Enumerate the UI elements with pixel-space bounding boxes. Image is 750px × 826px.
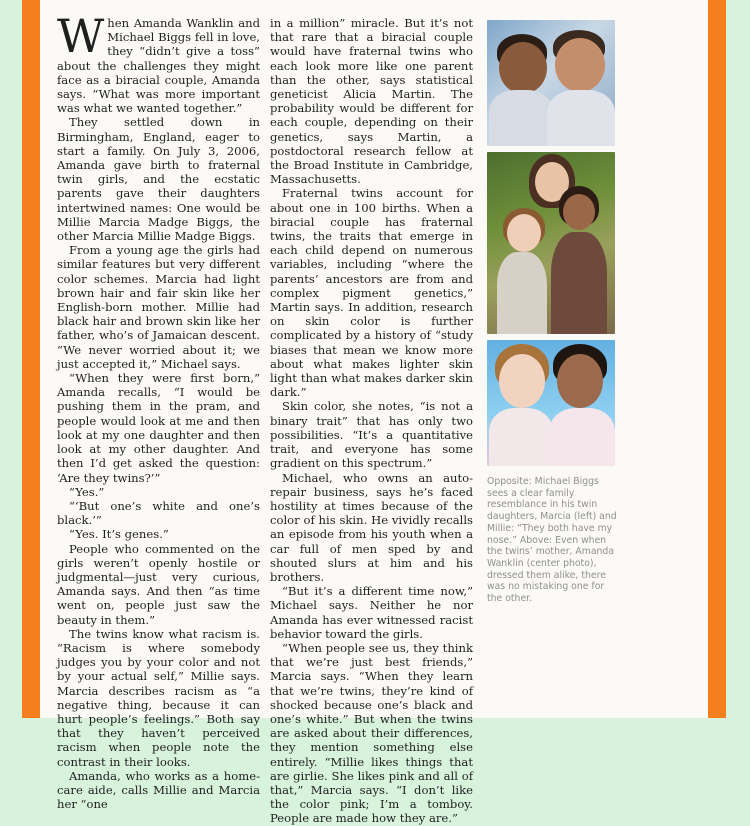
paragraph: “Yes. It’s genes.” [69, 527, 169, 542]
baby-face [555, 38, 605, 92]
left-orange-border [22, 0, 40, 718]
photo-twins-smiling [487, 340, 615, 466]
paragraph: “Yes.” [69, 484, 105, 499]
paragraph: “‘But one’s white and one’s black.’” [57, 498, 260, 528]
paragraph: Amanda, who works as a home-care aide, calls Millie and Marcia her “one [57, 768, 260, 812]
article-column-1 [57, 9, 260, 812]
child-face [557, 354, 603, 408]
child-face [499, 354, 545, 408]
right-orange-border [708, 0, 726, 718]
paragraph: They settled down in Birmingham, England, eager to start a family. On July 3, 2006, Amanda gave birth to fraternal twin girls, and the ecstatic parents gave their daughters intertwined names: One would be Millie Marcia Madge Biggs, the other Marcia Millie Madge Biggs. [57, 115, 260, 244]
lead-paragraph: When Amanda Wanklin and Michael Biggs fell in love, they “didn’t give a toss” about the challenges they might face as a biracial couple, Amanda says. “What was more important was what we wanted together.” [57, 9, 260, 116]
paragraph: From a young age the girls had similar features but very different color schemes. Marcia had light brown hair and fair skin like her English-born mother. Millie had black hair and brown skin like her father, who’s of Jamaican descent. “We never worried about it; we just accepted it,” Michael says. [57, 243, 260, 371]
paragraph: in a million” miracle. But it’s not that rare that a biracial couple would have fraternal twins who each look more like one parent than the other, says statistical geneticist Alicia Martin. The probability would be different for each couple, depending on their genetics, says Martin, a postdoctoral research fellow at the Broad Institute in Cambridge, Massachusetts. [270, 16, 473, 187]
paragraph: The twins know what racism is. “Racism is where somebody judges you by your color and not by your actual self,” Millie says. Marcia describes racism as “a negative thing, because it can hurt people’s feelings.” Both say that they haven’t perceived racism when people note the contrast in their looks. [57, 626, 260, 769]
photo-twin-babies [487, 20, 615, 146]
paragraph: “But it’s a different time now,” Michael says. Neither he nor Amanda has ever witnessed racist behavior toward the girls. [270, 584, 473, 641]
photo-caption: Opposite: Michael Biggs sees a clear family resemblance in his twin daughters, Marcia (left) and Millie: “They both have my nose.” Above: Even when the twins’ mother, Amanda Wanklin (center photo), dressed them alike, there was no mistaking one for the other. [487, 476, 617, 605]
paragraph: Michael, who owns an auto-repair business, says he’s faced hostility at times because of the color of his skin. He vividly recalls an episode from his youth when a car full of men sped by and shouted slurs at him and his brothers. [270, 470, 473, 584]
photo-mother-with-twins [487, 152, 615, 334]
baby-face [499, 42, 547, 94]
drop-cap: W [57, 9, 105, 63]
child-face [563, 194, 595, 230]
paragraph: Skin color, she notes, “is not a binary trait” that has only two possibilities. “It’s a quantitative trait, and everyone has some gradient on this spectrum.” [270, 399, 473, 471]
article-column-2 [270, 16, 473, 826]
paragraph: “When people see us, they think that we’re just best friends,” Marcia says. “When they learn that we’re twins, they’re kind of shocked because one’s black and one’s white.” But when the twins are asked about their differences, they mention something else entirely. “Millie likes things that are girlie. She likes pink and all of that,” Marcia says. “I don’t like the color pink; I’m a tomboy. People are made how they are.” [270, 640, 473, 826]
child-face [507, 214, 541, 252]
paragraph: Fraternal twins account for about one in 100 births. When a biracial couple has fraternal twins, the traits that emerge in each child depend on numerous variables, including “where the parents’ ancestors are from and complex pigment genetics,” Martin says. In addition, research on skin color is further complicated by a history of “study biases that mean we know more about what makes lighter skin light than what makes darker skin dark.” [270, 186, 473, 400]
paragraph: People who commented on the girls weren’t openly hostile or judgmental—just very curious, Amanda says. And then “as time went on, people just saw the beauty in them.” [57, 541, 260, 627]
paragraph: “When they were first born,” Amanda recalls, “I would be pushing them in the pram, and people would look at me and then look at my one daughter and then look at my other daughter. And then I’d get asked the question: ‘Are they twins?’” [57, 371, 260, 485]
